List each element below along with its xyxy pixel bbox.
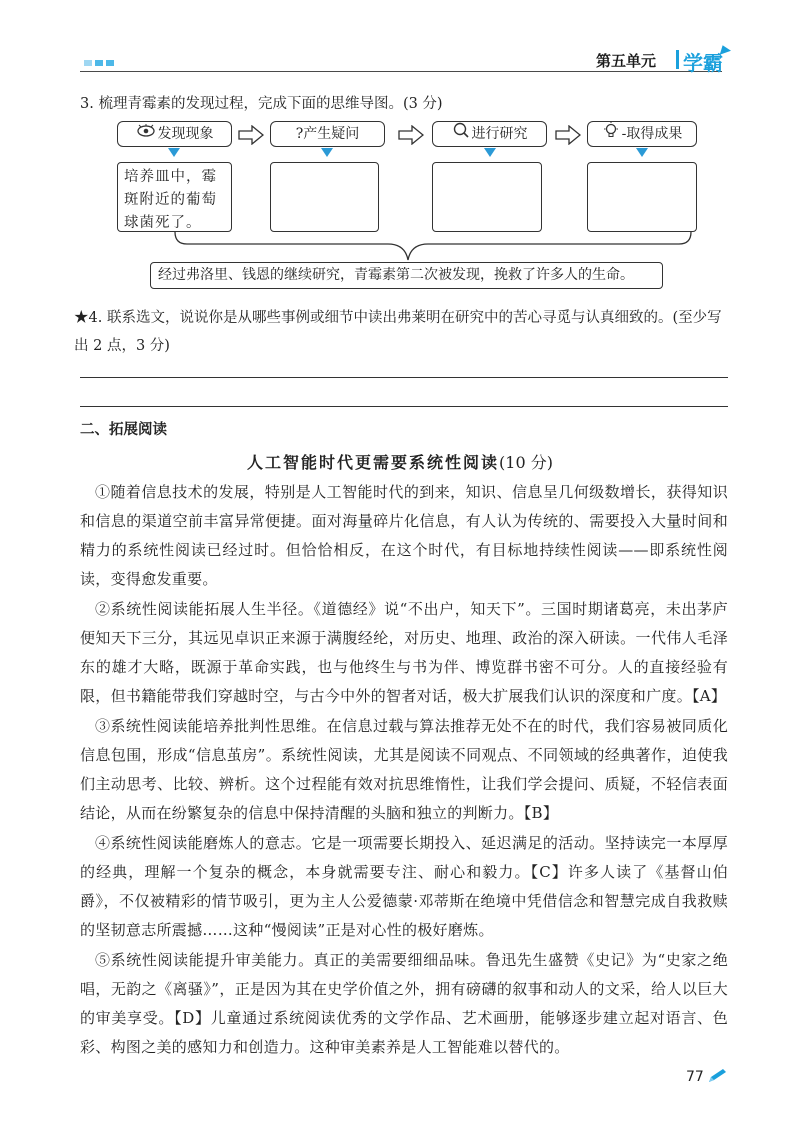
right-arrow-icon [555, 125, 581, 145]
header-decoration [84, 60, 114, 66]
question-3: 3. 梳理青霉素的发现过程，完成下面的思维导图。(3 分) [80, 96, 443, 112]
pencil-icon [707, 1068, 731, 1084]
answer-box[interactable] [270, 162, 379, 232]
unit-title: 第五单元 [596, 52, 657, 70]
article-title [0, 450, 800, 473]
header-divider [676, 50, 679, 69]
answer-line[interactable] [80, 377, 728, 378]
pointer-triangle [636, 148, 648, 157]
brand-logo: 学霸 [683, 51, 723, 75]
article-score: (10 分) [499, 453, 553, 472]
step-observe [117, 121, 232, 147]
step-label: ?产生疑问 [295, 125, 360, 142]
pointer-triangle [321, 148, 333, 157]
paragraph: ①随着信息技术的发展，特别是人工智能时代的到来，知识、信息呈几何级数增长，获得知识和信息的渠道空前丰富异常便捷。面对海量碎片化信息，有人认为传统的、需要投入大量时间和精力的系统性阅读已经过时。但恰恰相反，在这个时代，有目标地持续性阅读——即系统性阅读，变得愈发重要。 [80, 483, 728, 588]
answer-box[interactable] [432, 162, 542, 232]
paragraph: ⑤系统性阅读能提升审美能力。真正的美需要细细品味。鲁迅先生盛赞《史记》为“史家之绝唱，无韵之《离骚》”，正是因为其在史学价值之外，拥有磅礴的叙事和动人的文采，给人以巨大的审美享受。【D】儿童通过系统阅读优秀的文学作品、艺术画册，能够逐步建立起对语言、色彩、构图之美的感知力和创造力。这种审美素养是人工智能难以替代的。 [80, 951, 728, 1056]
paragraph: ③系统性阅读能培养批判性思维。在信息过载与算法推荐无处不在的时代，我们容易被同质化信息包围，形成“信息茧房”。系统性阅读，尤其是阅读不同观点、不同领域的经典著作，迫使我们主动思考、比较、辨析。这个过程能有效对抗思维惰性，让我们学会提问、质疑，不轻信表面结论，从而在纷繁复杂的信息中保持清醒的头脑和独立的判断力。【B】 [80, 717, 728, 822]
article-title-text: 人工智能时代更需要系统性阅读 [247, 453, 500, 472]
header-rule [80, 71, 722, 72]
page-number: 77 [686, 1069, 704, 1085]
step-result [587, 121, 697, 147]
right-arrow-icon [398, 125, 424, 145]
question-4: ★4. 联系选文，说说你是从哪些事例或细节中读出弗莱明在研究中的苦心寻觅与认真细致的。(至少写出 2 点，3 分) [74, 310, 722, 354]
brace-connector [173, 230, 773, 264]
magnifier-icon [452, 121, 470, 147]
right-arrow-icon [238, 125, 264, 145]
step-question [270, 121, 385, 147]
answer-box[interactable] [587, 162, 697, 232]
mindmap-summary: 经过弗洛里、钱恩的继续研究，青霉素第二次被发现，挽救了许多人的生命。 [150, 262, 663, 289]
pointer-triangle [168, 148, 180, 157]
step-content-box [117, 162, 232, 232]
step-label: 进行研究 [471, 125, 528, 142]
lightbulb-icon [602, 121, 620, 147]
graduation-cap-icon [717, 43, 731, 55]
paragraph: ②系统性阅读能拓展人生半径。《道德经》说“不出户，知天下”。三国时期诸葛亮，未出茅庐便知天下三分，其远见卓识正来源于满腹经纶，对历史、地理、政治的深入研读。一代伟人毛泽东的雄才大略，既源于革命实践，也与他终生与书为伴、博览群书密不可分。人的直接经验有限，但书籍能带我们穿越时空，与古今中外的智者对话，极大扩展我们认识的深度和广度。【A】 [80, 600, 728, 705]
section-heading: 二、拓展阅读 [80, 422, 167, 438]
step-label: -取得成果 [621, 125, 683, 142]
paragraph: ④系统性阅读能磨炼人的意志。它是一项需要长期投入、延迟满足的活动。坚持读完一本厚厚的经典，理解一个复杂的概念，本身就需要专注、耐心和毅力。【C】许多人读了《基督山伯爵》，不仅被精彩的情节吸引，更为主人公爱德蒙·邓蒂斯在绝境中凭借信念和智慧完成自我救赎的坚韧意志所震撼……这种“慢阅读”正是对心性的极好磨炼。 [80, 834, 728, 939]
pointer-triangle [484, 148, 496, 157]
step-content: 培养皿中，霉斑附近的葡萄球菌死了。 [124, 169, 217, 231]
eye-icon [136, 123, 156, 146]
step-research [432, 121, 547, 147]
answer-line[interactable] [80, 406, 728, 407]
step-label: 发现现象 [157, 125, 214, 142]
